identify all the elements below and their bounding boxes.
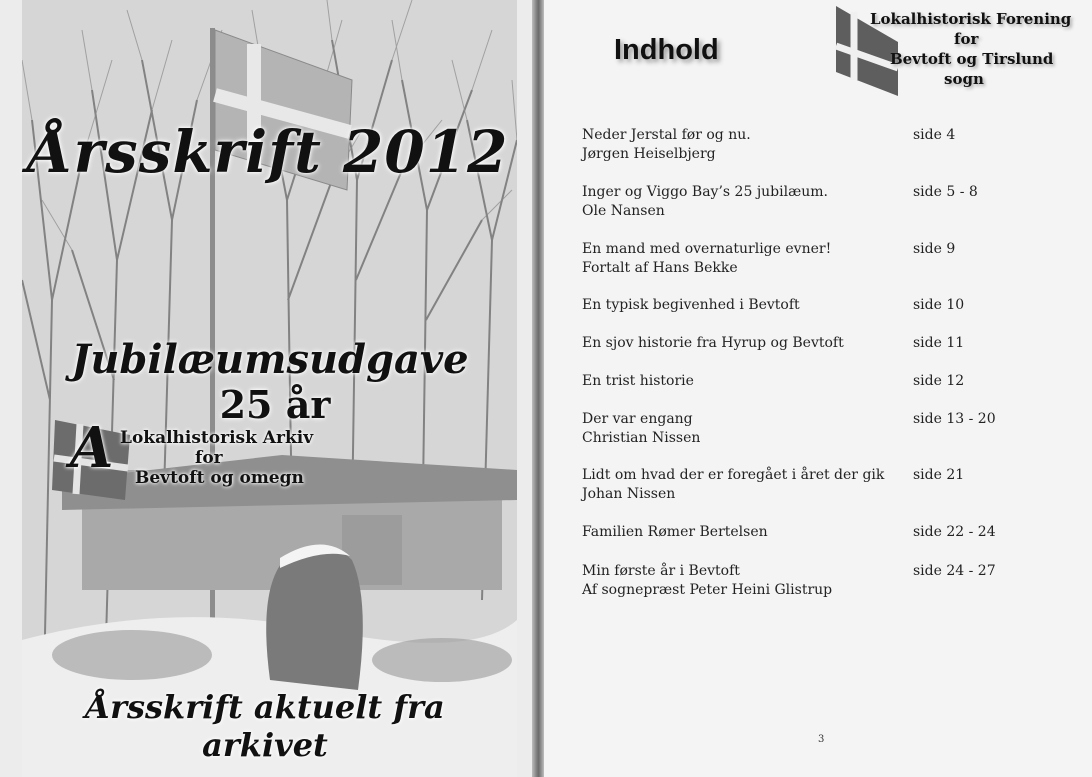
toc-entry-title: Der var engang	[582, 411, 693, 427]
contents-page	[544, 0, 1092, 777]
page-number: 3	[818, 734, 825, 745]
society-logo-line3: Bevtoft og Tirslund	[890, 50, 1054, 68]
toc-entry-author: Af sognepræst Peter Heini Glistrup	[582, 582, 833, 598]
toc-entry-author: Christian Nissen	[582, 430, 701, 446]
book-gutter	[532, 0, 544, 777]
toc-entry-text	[582, 562, 902, 600]
toc-entry-author: Jørgen Heiselbjerg	[582, 146, 716, 162]
toc-entry-text	[582, 372, 902, 391]
toc-entry-author: Ole Nansen	[582, 203, 665, 219]
toc-entry-page: side 22 - 24	[913, 524, 996, 540]
page-title: Indhold	[614, 34, 719, 66]
toc-entry-title: En mand med overnaturlige evner!	[582, 241, 832, 257]
toc-entry-page: side 13 - 20	[913, 411, 996, 427]
society-logo	[832, 2, 1090, 98]
archive-logo-initial: A	[70, 415, 114, 481]
toc-entry-title: Min første år i Bevtoft	[582, 563, 740, 579]
society-logo-line1: Lokalhistorisk Forening	[870, 10, 1072, 28]
toc-entry-title: Lidt om hvad der er foregået i året der gik	[582, 467, 885, 483]
toc-entry-title: Familien Rømer Bertelsen	[582, 524, 768, 540]
archive-logo-line1: Lokalhistorisk Arkiv	[120, 428, 314, 448]
toc-entry-page: side 4	[913, 127, 956, 143]
toc-entry-text	[582, 240, 902, 278]
toc-entry-page: side 12	[913, 373, 965, 389]
toc-entry-title: Inger og Viggo Bay’s 25 jubilæum.	[582, 184, 828, 200]
cover-page	[0, 0, 536, 777]
toc-entry-author: Johan Nissen	[582, 486, 676, 502]
society-logo-line2: for	[954, 30, 979, 48]
cover-title: Årsskrift 2012	[27, 118, 509, 186]
jubilee-edition-label: Jubilæumsudgave	[71, 336, 469, 383]
archive-logo	[50, 410, 350, 520]
toc-entry-title: En trist historie	[582, 373, 694, 389]
toc-entry-title: Neder Jerstal før og nu.	[582, 127, 751, 143]
toc-entry-text	[582, 410, 902, 448]
toc-entry-text	[582, 296, 902, 315]
toc-entry-text	[582, 523, 902, 542]
society-logo-line4: sogn	[944, 70, 984, 88]
toc-entry-title: En sjov historie fra Hyrup og Bevtoft	[582, 335, 844, 351]
toc-entry-text	[582, 334, 902, 353]
toc-entry-page: side 9	[913, 241, 956, 257]
toc-entry-title: En typisk begivenhed i Bevtoft	[582, 297, 800, 313]
cover-footer-slogan: Årsskrift aktuelt fra arkivet	[85, 688, 445, 764]
archive-logo-line2: for	[195, 448, 223, 468]
toc-entry-page: side 5 - 8	[913, 184, 978, 200]
toc-entry-page: side 24 - 27	[913, 563, 996, 579]
archive-logo-line3: Bevtoft og omegn	[135, 468, 304, 488]
toc-entry-author: Fortalt af Hans Bekke	[582, 260, 738, 276]
anniversary-years-label: 25 år	[219, 382, 331, 427]
toc-entry-page: side 10	[913, 297, 965, 313]
toc-entry-text	[582, 466, 902, 504]
toc-entry-text	[582, 183, 902, 221]
toc-entry-page: side 11	[913, 335, 965, 351]
toc-entry-text	[582, 126, 902, 164]
toc-entry-page: side 21	[913, 467, 965, 483]
